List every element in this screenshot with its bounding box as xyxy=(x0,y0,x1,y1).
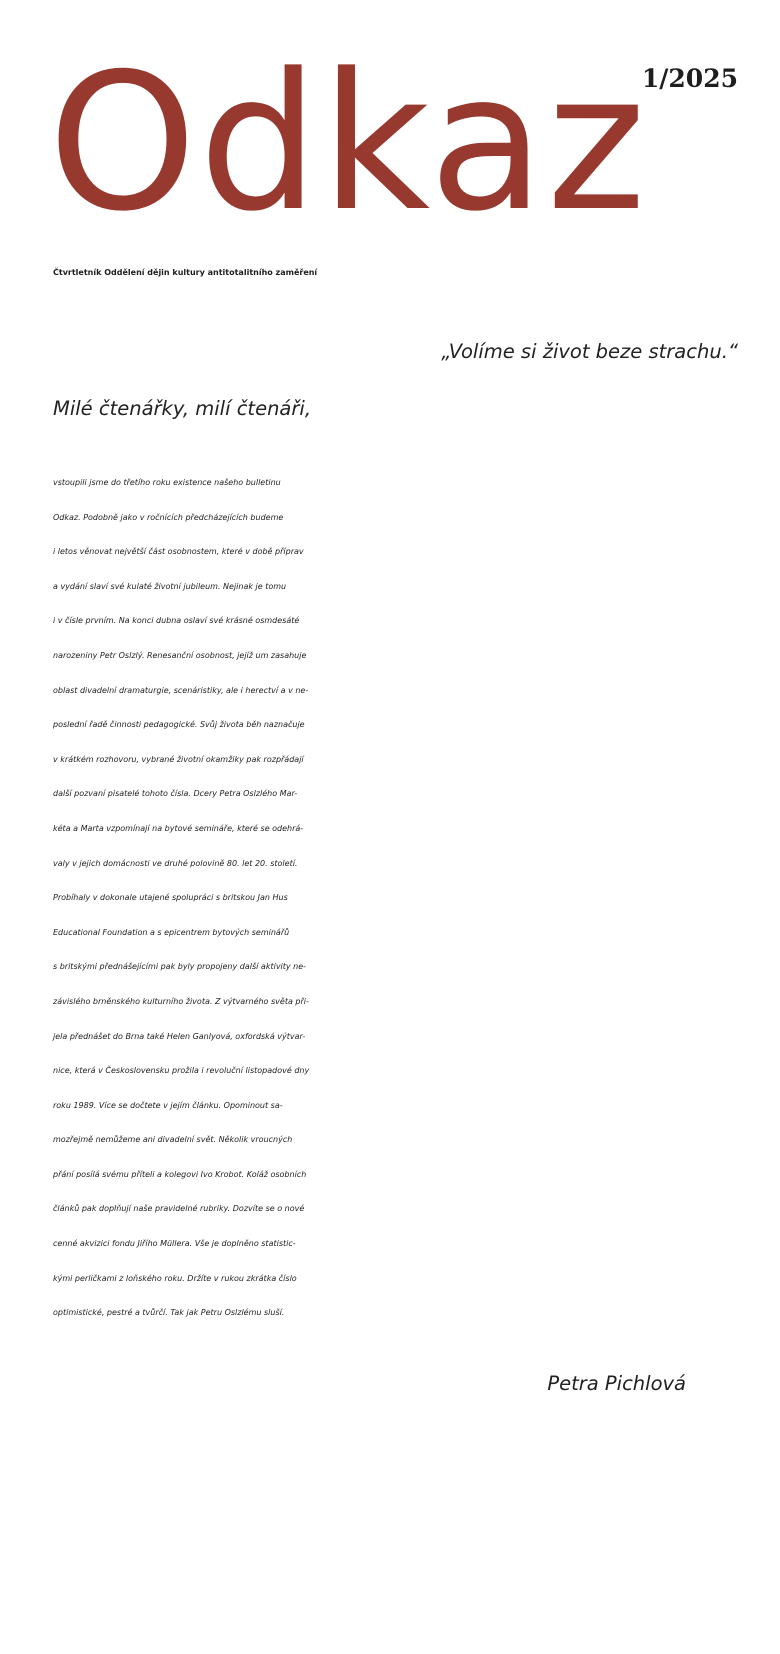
body-line: jela přednášet do Brna také Helen Ganlyová, oxfordská výtvar- xyxy=(53,1031,306,1041)
body-line: vstoupili jsme do třetího roku existence našeho bulletinu xyxy=(53,478,281,487)
body-line: i v čísle prvním. Na konci dubna oslaví své krásné osmdesáté xyxy=(53,616,300,626)
body-line: Probíhaly v dokonale utajené spolupráci s britskou Jan Hus xyxy=(53,893,288,903)
body-line: kéta a Marta vzpomínají na bytové semináře, které se odehrá- xyxy=(53,823,304,833)
body-line: Educational Foundation a s epicentrem bytových seminářů xyxy=(53,927,290,937)
masthead xyxy=(48,33,738,253)
odkaz-logo: Odkaz xyxy=(48,33,648,253)
body-line: závislého brněnského kulturního života. Z výtvarného světa při- xyxy=(53,996,309,1006)
salutation: Milé čtenářky, milí čtenáři, xyxy=(53,397,312,420)
motto-quote: „Volíme si život beze strachu.“ xyxy=(441,340,738,363)
body-line: přání posílá svému příteli a kolegovi Ivo Krobot. Koláž osobních xyxy=(53,1169,307,1179)
bulletin-subtitle: Čtvrtletník Oddělení dějin kultury antitotalitního zaměření xyxy=(53,268,318,277)
body-line: narozeniny Petr Oslzlý. Renesanční osobnost, jejíž um zasahuje xyxy=(53,650,307,660)
body-line: valy v jejich domácnosti ve druhé polovině 80. let 20. století. xyxy=(53,858,298,868)
body-line: v krátkém rozhovoru, vybrané životní okamžiky pak rozpřádají xyxy=(53,754,304,764)
body-line: další pozvaní pisatelé tohoto čísla. Dcery Petra Oslzlého Mar- xyxy=(53,789,298,799)
editorial-body xyxy=(53,466,743,1331)
body-line: poslední řadě činnosti pedagogické. Svůj života běh naznačuje xyxy=(53,720,305,730)
body-line: roku 1989. Více se dočtete v jejím článku. Opominout sa- xyxy=(53,1100,283,1110)
body-line: optimistické, pestré a tvůrčí. Tak jak Petru Oslzlému sluší. xyxy=(53,1308,285,1318)
body-line: i letos věnovat největší část osobnostem, které v době příprav xyxy=(53,547,304,557)
body-line: Odkaz. Podobně jako v ročnících předcházejících budeme xyxy=(53,512,284,522)
body-line: a vydání slaví své kulaté životní jubileum. Nejinak je tomu xyxy=(53,581,287,591)
body-line: cenné akvizici fondu Jiřího Müllera. Vše je doplněno statistic- xyxy=(53,1239,296,1249)
author-signature: Petra Pichlová xyxy=(547,1372,686,1395)
body-line: článků pak doplňují naše pravidelné rubriky. Dozvíte se o nové xyxy=(53,1204,305,1214)
body-line: mozřejmě nemůžeme ani divadelní svět. Několik vroucných xyxy=(53,1135,293,1145)
body-line: s britskými přednášejícími pak byly propojeny další aktivity ne- xyxy=(53,962,307,972)
body-line: nice, která v Československu prožila i revoluční listopadové dny xyxy=(53,1066,310,1076)
body-line: oblast divadelní dramaturgie, scenáristiky, ale i herectví a v ne- xyxy=(53,685,309,695)
issue-number: 1/2025 xyxy=(641,64,738,93)
body-line: kými perličkami z loňského roku. Držíte v rukou zkrátka číslo xyxy=(53,1273,297,1283)
